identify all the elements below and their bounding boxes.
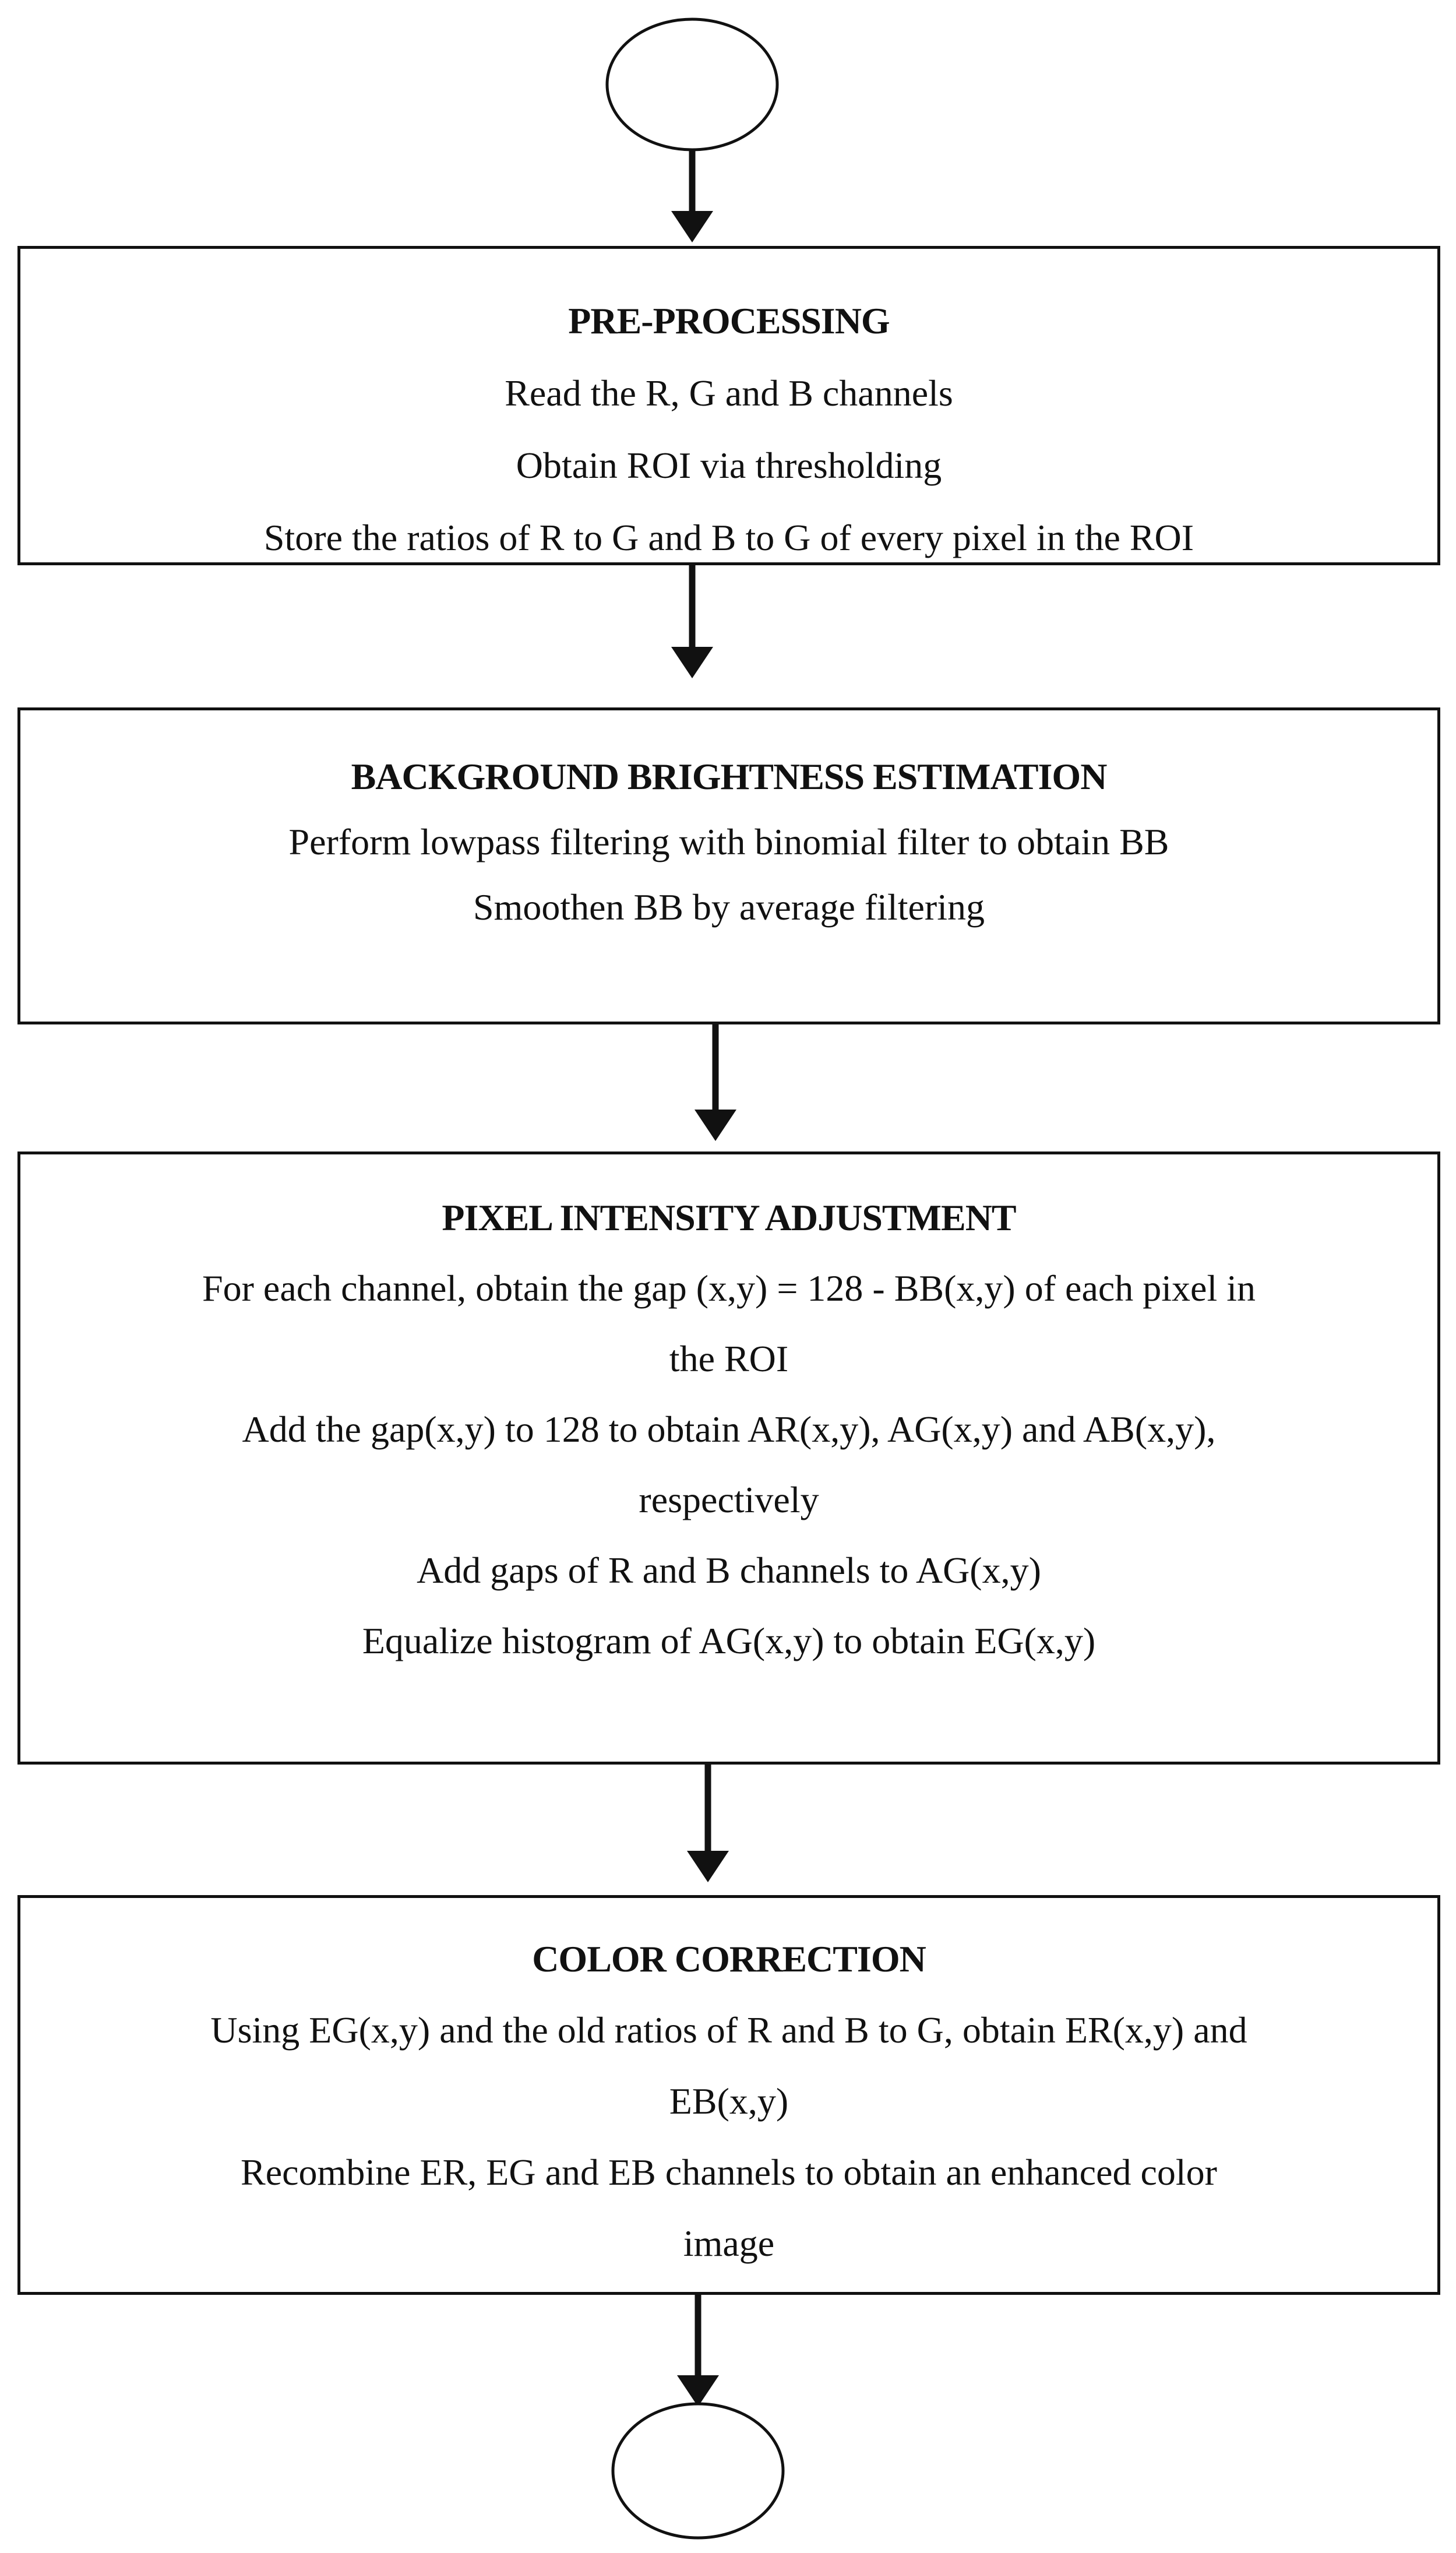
color-correction-line-4: image xyxy=(683,2223,775,2264)
background-brightness-box xyxy=(17,707,1440,1024)
start-terminal xyxy=(607,19,777,150)
arrow-pixel-intensity-to-color-correction xyxy=(687,1765,729,1882)
color-correction-line-3: Recombine ER, EG and EB channels to obtain an enhanced color xyxy=(241,2151,1217,2193)
color-correction-line-2: EB(x,y) xyxy=(669,2080,789,2122)
preprocessing-line-3: Store the ratios of R to G and B to G of every pixel in the ROI xyxy=(263,517,1194,558)
color-correction-title: COLOR CORRECTION xyxy=(532,1938,926,1980)
background-brightness-line-1: Perform lowpass filtering with binomial filter to obtain BB xyxy=(288,821,1169,862)
pixel-intensity-box xyxy=(17,1152,1440,1765)
background-brightness-title: BACKGROUND BRIGHTNESS ESTIMATION xyxy=(351,756,1107,797)
color-correction-box xyxy=(17,1895,1440,2295)
pixel-intensity-line-4: respectively xyxy=(639,1479,819,1520)
pixel-intensity-line-3: Add the gap(x,y) to 128 to obtain AR(x,y), AG(x,y) and AB(x,y), xyxy=(242,1408,1216,1450)
end-terminal xyxy=(613,2404,783,2538)
preprocessing-line-1: Read the R, G and B channels xyxy=(505,372,953,414)
preprocessing-title: PRE-PROCESSING xyxy=(568,300,890,341)
arrow-color-correction-to-end xyxy=(677,2295,719,2407)
preprocessing-box xyxy=(17,246,1440,565)
pixel-intensity-line-6: Equalize histogram of AG(x,y) to obtain EG(x,y) xyxy=(362,1620,1096,1661)
color-correction-line-1: Using EG(x,y) and the old ratios of R and B to G, obtain ER(x,y) and xyxy=(210,2009,1247,2051)
arrow-preprocessing-to-background xyxy=(671,565,713,678)
pixel-intensity-title: PIXEL INTENSITY ADJUSTMENT xyxy=(442,1197,1016,1238)
pixel-intensity-line-1: For each channel, obtain the gap (x,y) = 128 - BB(x,y) of each pixel in xyxy=(202,1267,1256,1309)
pixel-intensity-line-2: the ROI xyxy=(669,1338,789,1379)
pixel-intensity-line-5: Add gaps of R and B channels to AG(x,y) xyxy=(417,1550,1041,1591)
background-brightness-line-2: Smoothen BB by average filtering xyxy=(473,886,985,928)
arrow-start-to-preprocessing xyxy=(671,150,713,242)
arrow-background-to-pixel-intensity xyxy=(694,1024,736,1141)
preprocessing-line-2: Obtain ROI via thresholding xyxy=(516,445,942,486)
